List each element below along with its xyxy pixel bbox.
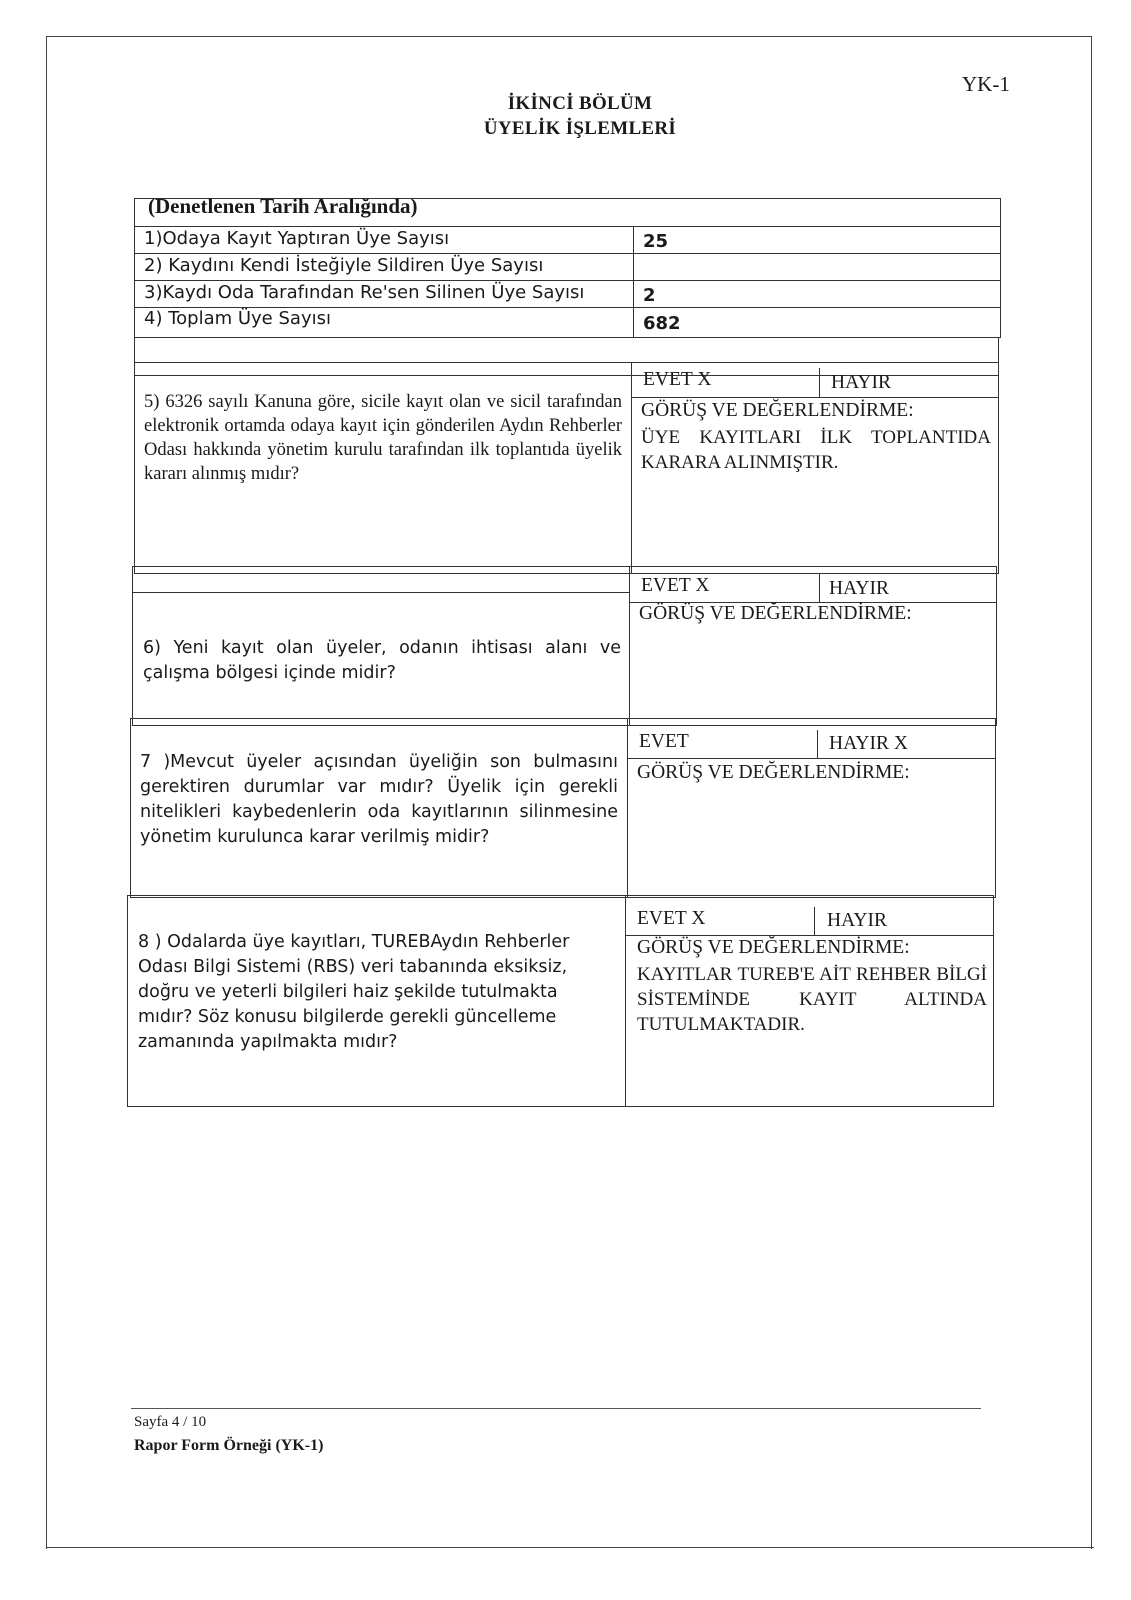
question-6-yes: EVET X <box>641 575 710 596</box>
question-7-text: 7 )Mevcut üyeler açısından üyeliğin son bulmasını gerektiren durumlar var mıdır? Üyelik için gerekli nitelikleri kaybedenlerin oda kayıtlarının silinmesine yönetim kurulunca karar verilmiş midir? <box>140 752 618 847</box>
question-5-assessment-label: GÖRÜŞ VE DEĞERLENDİRME: <box>641 400 914 421</box>
stats-heading: (Denetlenen Tarih Aralığında) <box>148 194 418 218</box>
stats-row-label: 3)Kaydı Oda Tarafından Re'sen Silinen Üye Sayısı <box>144 282 585 303</box>
stats-row-label: 2) Kaydını Kendi İsteğiyle Sildiren Üye Sayısı <box>144 255 544 276</box>
question-7-no: HAYIR X <box>829 733 908 754</box>
stats-row-label: 4) Toplam Üye Sayısı <box>144 308 331 329</box>
question-6-no: HAYIR <box>829 578 889 599</box>
page-frame-bottom <box>46 1547 1094 1548</box>
question-7-yes: EVET <box>639 731 689 752</box>
section-subtitle: ÜYELİK İŞLEMLERİ <box>483 118 677 139</box>
question-6-text: 6) Yeni kayıt olan üyeler, odanın ihtisası alanı ve çalışma bölgesi içinde midir? <box>143 638 621 683</box>
question-8-assessment-label: GÖRÜŞ VE DEĞERLENDİRME: <box>637 937 910 958</box>
question-5-no: HAYIR <box>831 372 891 393</box>
question-8-yes: EVET X <box>637 908 706 929</box>
question-8-assessment-text: KAYITLAR TUREB'E AİT REHBER BİLGİ SİSTEMİNDE KAYIT ALTINDA TUTULMAKTADIR. <box>637 964 987 1035</box>
stats-row-value: 25 <box>643 231 669 252</box>
question-5-assessment-text: ÜYE KAYITLARI İLK TOPLANTIDA KARARA ALINMIŞTIR. <box>641 427 991 473</box>
form-name: Rapor Form Örneği (YK-1) <box>134 1437 324 1454</box>
stats-row-label: 1)Odaya Kayıt Yaptıran Üye Sayısı <box>144 228 450 249</box>
question-8-no: HAYIR <box>827 910 887 931</box>
question-8-text: 8 ) Odalarda üye kayıtları, TUREBAydın Rehberler Odası Bilgi Sistemi (RBS) veri tabanında eksiksiz, doğru ve yeterli bilgileri haiz şekilde tutulmakta mıdır? Söz konusu bilgilerde gerekli güncelleme zamanında yapılmakta mıdır? <box>138 932 570 1052</box>
question-7-assessment-label: GÖRÜŞ VE DEĞERLENDİRME: <box>637 762 910 783</box>
question-5-text: 5) 6326 sayılı Kanuna göre, sicile kayıt olan ve sicil tarafından elektronik ortamda odaya kayıt için gönderilen Aydın Rehberler Odası hakkında yönetim kurulu tarafından ilk toplantıda üyelik kararı alınmış mıdır? <box>144 392 622 484</box>
document-code: YK-1 <box>962 72 1010 96</box>
footer-divider <box>131 1408 981 1409</box>
section-title: İKİNCİ BÖLÜM <box>507 93 653 114</box>
question-6-assessment-label: GÖRÜŞ VE DEĞERLENDİRME: <box>639 603 912 624</box>
page-number: Sayfa 4 / 10 <box>134 1414 207 1430</box>
question-5-yes: EVET X <box>643 369 712 390</box>
stats-row-value: 682 <box>643 313 681 334</box>
stats-row-value: 2 <box>643 285 656 306</box>
